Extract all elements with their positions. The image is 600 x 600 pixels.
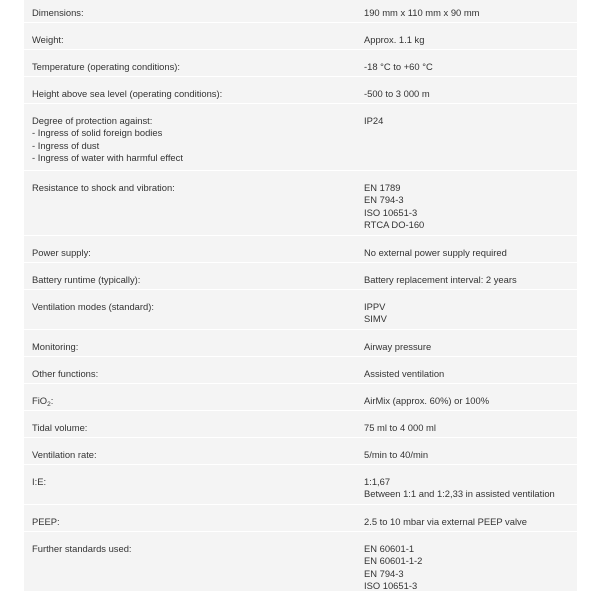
spec-label-suffix: : xyxy=(50,395,54,406)
spec-row xyxy=(24,411,577,438)
spec-value xyxy=(357,263,577,289)
spec-value-line: 2.5 to 10 mbar via external PEEP valve xyxy=(364,516,527,527)
spec-value-line: Battery replacement interval: 2 years xyxy=(364,274,517,285)
spec-label xyxy=(24,357,357,383)
spec-value-line: RTCA DO-160 xyxy=(364,218,425,230)
spec-label xyxy=(24,330,357,356)
spec-label-line: Dimensions: xyxy=(32,7,84,18)
spec-label-line: - Ingress of dust xyxy=(32,139,100,151)
spec-label-line: Further standards used: xyxy=(32,543,132,554)
spec-value xyxy=(357,290,577,329)
spec-value-line: 1:1,67 xyxy=(364,476,391,487)
spec-value-line: IPPV xyxy=(364,301,386,312)
spec-label-line: - Ingress of solid foreign bodies xyxy=(32,127,163,139)
specifications-table xyxy=(24,0,577,592)
spec-value xyxy=(357,438,577,464)
spec-label-line: Weight: xyxy=(32,34,64,45)
spec-label xyxy=(24,50,357,76)
spec-value-line: Airway pressure xyxy=(364,341,432,352)
spec-value-line: SIMV xyxy=(364,313,387,325)
spec-value-line: EN 794-3 xyxy=(364,194,404,206)
spec-value xyxy=(357,50,577,76)
spec-value-line: EN 60601-1-2 xyxy=(364,555,423,567)
spec-label xyxy=(24,236,357,262)
spec-row xyxy=(24,532,577,592)
spec-label xyxy=(24,532,357,591)
spec-value xyxy=(357,465,577,504)
spec-value-line: AirMix (approx. 60%) or 100% xyxy=(364,395,490,406)
spec-value xyxy=(357,532,577,591)
spec-label-line: - Ingress of water with harmful effect xyxy=(32,151,183,163)
spec-label xyxy=(24,23,357,49)
spec-label xyxy=(24,104,357,170)
spec-value xyxy=(357,411,577,437)
spec-value-line: 190 mm x 110 mm x 90 mm xyxy=(364,7,480,18)
spec-row xyxy=(24,384,577,411)
spec-label-line: Battery runtime (typically): xyxy=(32,274,141,285)
spec-label-line: Tidal volume: xyxy=(32,422,88,433)
spec-label xyxy=(24,505,357,531)
spec-label xyxy=(24,171,357,235)
spec-value-line: ISO 10651-3 xyxy=(364,579,418,591)
spec-value xyxy=(357,236,577,262)
spec-label-line: PEEP: xyxy=(32,516,60,527)
spec-value-line: -500 to 3 000 m xyxy=(364,88,430,99)
spec-label xyxy=(24,77,357,103)
spec-value-line: ISO 10651-3 xyxy=(364,206,418,218)
spec-label-line: Temperature (operating conditions): xyxy=(32,61,180,72)
spec-row xyxy=(24,0,577,23)
spec-label xyxy=(24,384,357,410)
spec-value xyxy=(357,330,577,356)
spec-label-line: Degree of protection against: xyxy=(32,115,153,126)
spec-row xyxy=(24,23,577,50)
spec-label xyxy=(24,290,357,329)
spec-row xyxy=(24,171,577,236)
spec-row xyxy=(24,438,577,465)
spec-label-line: Ventilation modes (standard): xyxy=(32,301,154,312)
spec-row xyxy=(24,357,577,384)
spec-value-line: Between 1:1 and 1:2,33 in assisted ventilation xyxy=(364,488,555,500)
spec-row xyxy=(24,236,577,263)
spec-label-line: Ventilation rate: xyxy=(32,449,97,460)
spec-label xyxy=(24,411,357,437)
spec-row xyxy=(24,263,577,290)
spec-value xyxy=(357,505,577,531)
spec-value-line: EN 60601-1 xyxy=(364,543,415,554)
spec-label-line: Resistance to shock and vibration: xyxy=(32,182,175,193)
spec-row xyxy=(24,290,577,330)
spec-label xyxy=(24,438,357,464)
spec-row xyxy=(24,104,577,171)
spec-value-line: Assisted ventilation xyxy=(364,368,445,379)
spec-label-line: Monitoring: xyxy=(32,341,79,352)
spec-value-line: 5/min to 40/min xyxy=(364,449,429,460)
spec-value-line: -18 °C to +60 °C xyxy=(364,61,433,72)
spec-label-line: Height above sea level (operating conditions): xyxy=(32,88,223,99)
spec-value xyxy=(357,384,577,410)
spec-label-line xyxy=(32,395,357,411)
spec-label-line: Power supply: xyxy=(32,247,91,258)
spec-label xyxy=(24,263,357,289)
spec-value xyxy=(357,23,577,49)
spec-value-line: EN 794-3 xyxy=(364,567,404,579)
spec-value-line: No external power supply required xyxy=(364,247,507,258)
spec-value-line: IP24 xyxy=(364,115,384,126)
spec-value-line: Approx. 1.1 kg xyxy=(364,34,425,45)
spec-row xyxy=(24,330,577,357)
spec-label xyxy=(24,0,357,22)
spec-row xyxy=(24,50,577,77)
spec-value xyxy=(357,77,577,103)
spec-label-line: I:E: xyxy=(32,476,47,487)
spec-row xyxy=(24,505,577,532)
spec-label-line: FiO xyxy=(32,395,48,406)
spec-value xyxy=(357,357,577,383)
spec-value xyxy=(357,104,577,170)
spec-row xyxy=(24,465,577,505)
spec-row xyxy=(24,77,577,104)
spec-value xyxy=(357,171,577,235)
spec-label-subscript: 2 xyxy=(47,401,51,408)
spec-value-line: 75 ml to 4 000 ml xyxy=(364,422,436,433)
spec-value-line: EN 1789 xyxy=(364,182,401,193)
spec-label-line: Other functions: xyxy=(32,368,99,379)
spec-label xyxy=(24,465,357,504)
spec-value xyxy=(357,0,577,22)
